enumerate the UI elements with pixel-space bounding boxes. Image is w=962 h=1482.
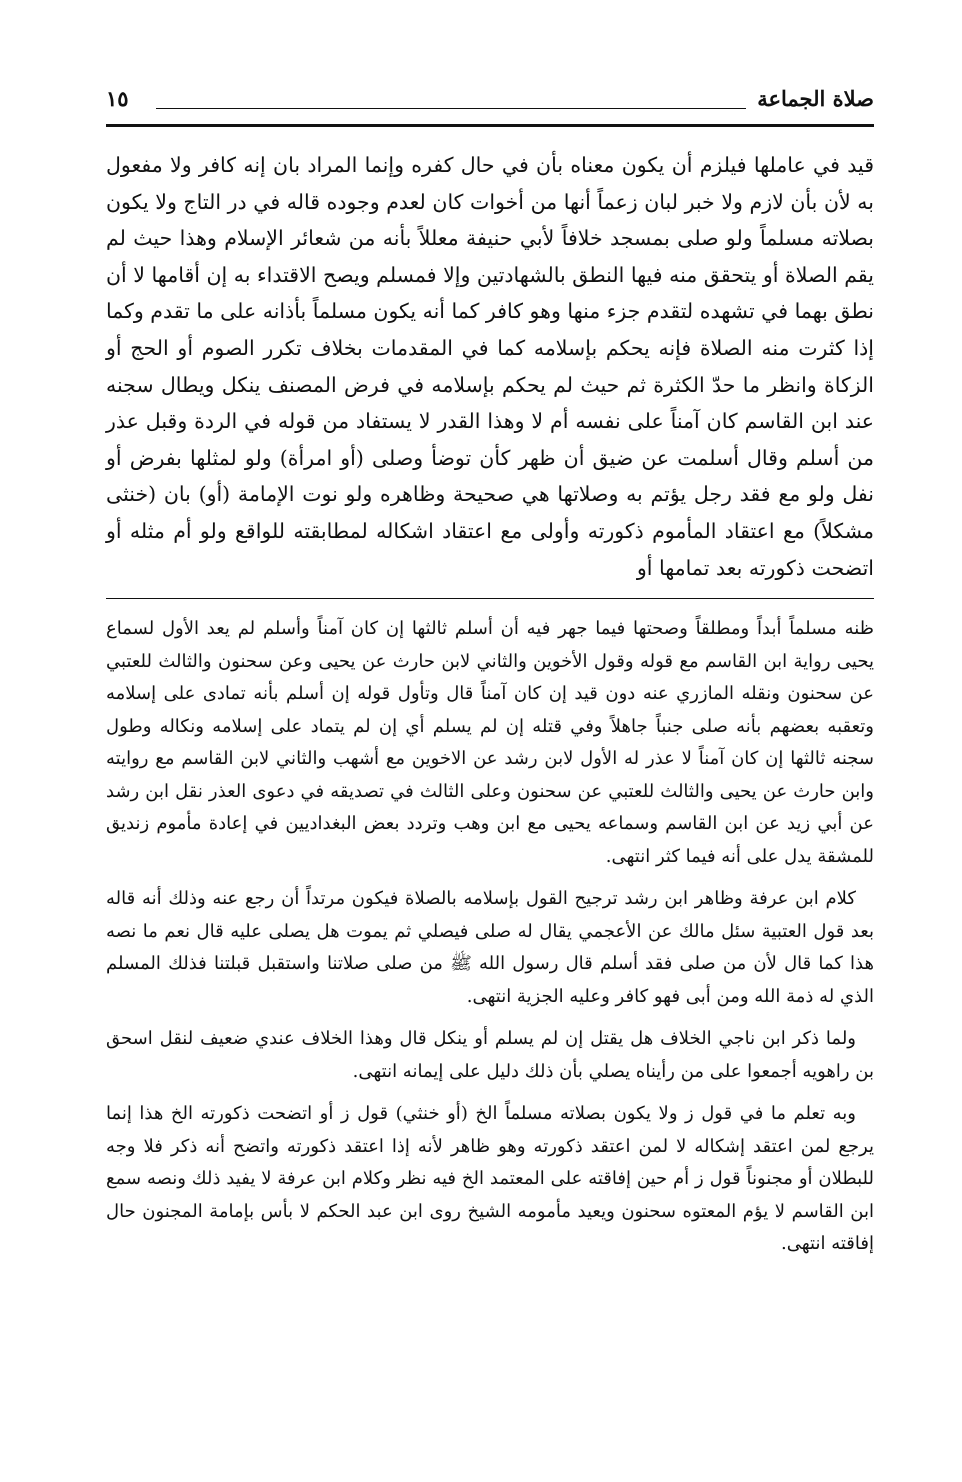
main-text: قيد في عاملها فيلزم أن يكون معناه بأن في حال كفره وإنما المراد بان إنه كافر ولا مفعول به لأن بأن لازم ولا خبر لبان زعماً أنها من أخوات كان لعدم وجوده قاله في در التاج ولا يكون بصلاته مسلماً ولو صلى بمسجد خلافاً لأبي حنيفة معللاً بأنه من شعائر الإسلام وهذا حيث لم يقم الصلاة أو يتحقق منه فيها النطق بالشهادتين وإلا فمسلم ويصح الاقتداء به إن أقامها لا أن نطق بهما في تشهده لتقدم جزء منها وهو كافر كما أنه يكون مسلماً بأذانه على ما تقدم وكما إذا كثرت منه الصلاة فإنه يحكم بإسلامه كما في المقدمات بخلاف تكرر الصوم أو الحج أو الزكاة وانظر ما حدّ الكثرة ثم حيث لم يحكم بإسلامه في فرض المصنف ينكل ويطال سجنه عند ابن القاسم كان آمناً على نفسه أم لا وهذا القدر لا يستفاد من قوله في الردة وقبل عذر من أسلم وقال أسلمت عن ضيق أن ظهر كأن توضأ وصلى (أو امرأة) ولو لمثلها بفرض أو نفل ولو مع فقد رجل يؤتم به وصلاتها هي صحيحة وظاهره ولو نوت الإمامة (أو) بان (خنثى مشكلاً) مع اعتقاد المأموم ذكورته وأولى مع اعتقاد اشكاله لمطابقته للواقع ولو أم مثله أو اتضحت ذكورته بعد تمامها أو <box>106 153 874 580</box>
footnotes <box>106 613 874 1261</box>
footnote-paragraph-2: كلام ابن عرفة وظاهر ابن رشد ترجيح القول بإسلامه بالصلاة فيكون مرتداً أن رجع عنه وذلك أنه قاله بعد قول العتبية سئل مالك عن الأعجمي يقال له صلى فيصلي ثم يموت هل يصلى عليه قال نعم ما نصه هذا كما قال لأن من صلى فقد أسلم قال رسول الله ﷺ من صلى صلاتنا واستقبل قبلتنا فذلك المسلم الذي له ذمة الله ومن أبى فهو كافر وعليه الجزية انتهى. <box>106 888 874 1007</box>
footnote-paragraph-1: ظنه مسلماً أبداً ومطلقاً وصحتها فيما جهر فيه أن أسلم ثالثها إن كان آمناً وأسلم لم يعد الأول لسماع يحيى رواية ابن القاسم مع قوله وقول الأخوين والثاني لابن حارث عن يحيى وعن سحنون والثالث للعتبي عن سحنون ونقله المازري عنه دون قيد إن كان آمناً قال وتأول قوله إن أسلم بأنه تمادى على إسلامه وتعقبه بعضهم بأنه صلى جنباً جاهلاً وفي قتله إن لم يسلم أي إن لم يتماد على إسلامه ونكاله وطول سجنه ثالثها إن كان آمناً لا عذر له الأول لابن رشد عن الاخوين مع أشهب والثاني لابن القاسم مع روايته وابن حارث عن يحيى والثالث للعتبي عن سحنون وعلى الثالث في تصديقه في دعوى العذر نقل ابن رشد عن أبي زيد عن ابن القاسم وسماعه يحيى مع ابن وهب وتردد بعض البغداديين في إعادة مأموم زنديق للمشقة يدل على أنه فيما كثر انتهى. <box>106 618 875 867</box>
chapter-title: صلاة الجماعة <box>757 86 874 111</box>
footnote-paragraph-3: ولما ذكر ابن ناجي الخلاف هل يقتل إن لم يسلم أو ينكل قال وهذا الخلاف عندي ضعيف لنقل اسحق بن راهويه أجمعوا على من رأيناه يصلي بأن ذلك دليل على إيمانه انتهى. <box>106 1028 874 1082</box>
footnote-paragraph-4: وبه تعلم ما في قول ز ولا يكون بصلاته مسلماً الخ (أو خنثي) قول ز أو اتضحت ذكورته الخ هذا إنما يرجع لمن اعتقد إشكاله لا لمن اعتقد ذكورته وهو ظاهر لأنه إذا اعتقد ذكورته واتضح أنه ذكر فلا وجه للبطلان أو مجنوناً قول ز أم حين إفاقته على المعتمد الخ فيه نظر وكلام ابن عرفة لا يفيد ذلك ونصه سمع ابن القاسم لا يؤم المعتوه سحنون ويعيد مأمومه الشيخ روى ابن عبد الحكم لا بأس بإمامة المجنون حال إفاقته انتهى. <box>106 1103 874 1255</box>
header-rule <box>156 108 746 109</box>
footnote-separator <box>106 598 874 599</box>
page-number: ١٥ <box>106 86 129 111</box>
running-header <box>106 84 874 127</box>
book-page <box>106 84 874 1271</box>
